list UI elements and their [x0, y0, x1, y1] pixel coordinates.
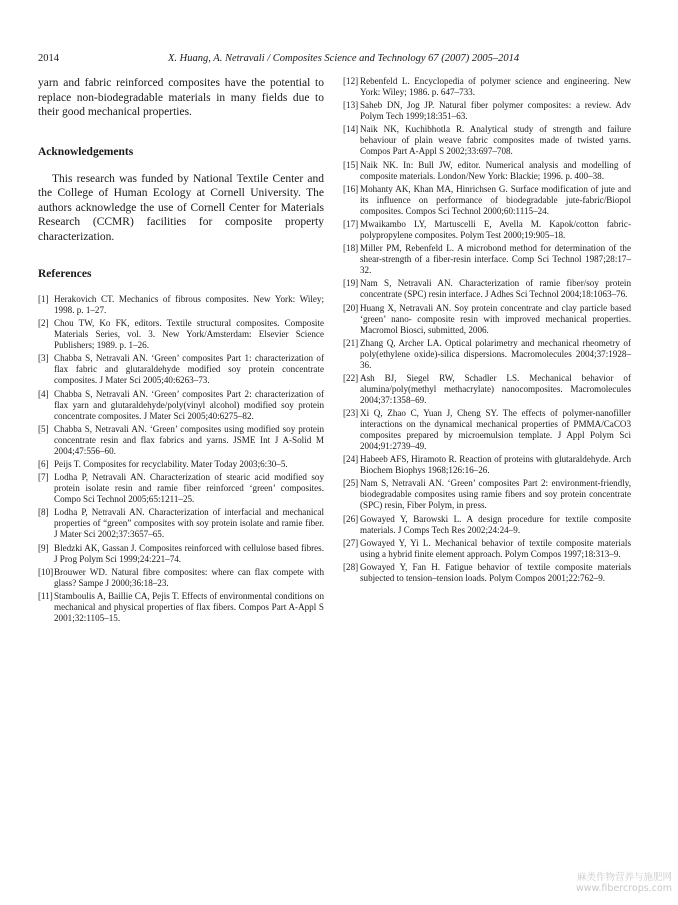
reference-item: [343, 303, 631, 336]
reference-text: Saheb DN, Jog JP. Natural fiber polymer composites: a review. Adv Polym Tech 1999;18:351–63.: [360, 100, 631, 122]
reference-number: [16]: [343, 183, 359, 194]
reference-text: Lodha P, Netravali AN. Characterization of interfacial and mechanical properties of “green” composites with soy protein isolate and ramie fiber. J Mater Sci 2002;37:3657–65.: [54, 507, 324, 540]
reference-number: [7]: [38, 472, 49, 483]
reference-number: [15]: [343, 159, 359, 170]
reference-item: [343, 219, 631, 241]
reference-number: [5]: [38, 423, 49, 434]
reference-number: [24]: [343, 454, 359, 465]
reference-item: [343, 278, 631, 300]
reference-text: Huang X, Netravali AN. Soy protein concentrate and clay particle based ‘green’ nano- composite resin with improved mechanical properties. Macromol Biosci, submitted, 2006.: [360, 302, 631, 335]
reference-item: [343, 243, 631, 276]
reference-number: [23]: [343, 408, 359, 419]
watermark-line-2: www.fibercrops.com: [575, 883, 672, 894]
page-number: 2014: [38, 53, 59, 64]
reference-number: [14]: [343, 124, 359, 135]
reference-item: [38, 389, 324, 422]
reference-number: [10]: [38, 566, 54, 577]
reference-item: [343, 562, 631, 584]
reference-text: Ash BJ, Siegel RW, Schadler LS. Mechanical behavior of alumina/poly(methyl methacrylate) nanocomposites. Macromolecules 2004;37:1358–69.: [360, 372, 631, 405]
acknowledgements-paragraph: This research was funded by National Textile Center and the College of Human Ecology at Cornell University. The authors acknowledge the use of Cornell Center for Materials Research (CCMR) facilities for composite property characterization.: [38, 172, 324, 243]
reference-text: Peijs T. Composites for recyclability. Mater Today 2003;6:30–5.: [54, 458, 288, 469]
reference-item: [343, 338, 631, 371]
reference-item: [38, 459, 324, 470]
running-head: X. Huang, A. Netravali / Composites Science and Technology 67 (2007) 2005–2014: [168, 53, 520, 64]
page-header: [38, 52, 630, 66]
reference-text: Nam S, Netravali AN. ‘Green’ composites Part 2: environment-friendly, biodegradable composites using ramie fibers and soy protein concentrate (SPC) resin, Fiber Polym, in press.: [360, 478, 631, 511]
reference-text: Chabba S, Netravali AN. ‘Green’ composites using modified soy protein concentrate resin and flax fabrics and yarns. JSME Int J A-Solid M 2004;47:556–60.: [54, 423, 324, 456]
reference-item: [38, 591, 324, 624]
references-heading: References: [38, 268, 92, 280]
reference-number: [8]: [38, 507, 49, 518]
reference-item: [38, 567, 324, 589]
reference-item: [343, 184, 631, 217]
reference-text: Chabba S, Netravali AN. ‘Green’ composites Part 1: characterization of flax fabric and glutaraldehyde modified soy protein concentrate composites. J Mater Sci 2005;40:6263–73.: [54, 353, 324, 386]
reference-number: [26]: [343, 513, 359, 524]
reference-item: [343, 538, 631, 560]
reference-text: Gowayed Y, Fan H. Fatigue behavior of textile composite materials subjected to tension–tension loads. Polym Compos 2001;22:762–9.: [360, 562, 631, 583]
reference-text: Chabba S, Netravali AN. ‘Green’ composites Part 2: characterization of flax yarn and glutaraldehyde/poly(vinyl alcohol) modified soy protein concentrate composites. J Mater Sci 2005;40:6275–82.: [54, 388, 324, 421]
reference-number: [22]: [343, 372, 359, 383]
reference-text: Mohanty AK, Khan MA, Hinrichsen G. Surface modification of jute and its influence on performance of biodegradable jute-fabric/Biopol composites. Compos Sci Technol 2000;60:1115–24.: [360, 183, 631, 216]
reference-number: [12]: [343, 76, 359, 86]
reference-text: Lodha P, Netravali AN. Characterization of stearic acid modified soy protein isolate resin and ramie fiber reinforced ‘green’ composites. Compo Sci Technol 2005;65:1211–25.: [54, 472, 324, 505]
reference-text: Gowayed Y, Yi L. Mechanical behavior of textile composite materials using a hybrid finite element approach. Polym Compos 1997;18:313–9.: [360, 537, 631, 559]
reference-item: [343, 100, 631, 122]
reference-number: [20]: [343, 302, 359, 313]
reference-item: [38, 294, 324, 316]
reference-text: Zhang Q, Archer LA. Optical polarimetry and mechanical rheometry of poly(ethylene oxide)-silica dispersions. Macromolecules 2004;37:1928–36.: [360, 337, 631, 370]
reference-text: Naik NK, Kuchibhotla R. Analytical study of strength and failure behaviour of plain weave fabric composites made of twisted yarns. Compos Part A-Appl S 2002;33:697–708.: [360, 124, 631, 157]
reference-item: [343, 408, 631, 452]
reference-text: Bledzki AK, Gassan J. Composites reinforced with cellulose based fibres. J Prog Polym Sci 1999;24:221–74.: [54, 542, 324, 564]
reference-text: Herakovich CT. Mechanics of fibrous composites. New York: Wiley; 1998. p. 1–27.: [54, 294, 324, 315]
reference-list-right: [343, 76, 631, 584]
reference-number: [18]: [343, 243, 359, 254]
reference-item: [343, 160, 631, 182]
intro-paragraph: yarn and fabric reinforced composites have the potential to replace non-biodegradable materials in many fields due to their good mechanical properties.: [38, 77, 324, 118]
reference-text: Habeeb AFS, Hiramoto R. Reaction of proteins with glutaraldehyde. Arch Biochem Biophys 1968;126:16–26.: [360, 454, 631, 476]
left-column: [38, 76, 324, 626]
reference-number: [1]: [38, 294, 49, 304]
reference-item: [38, 543, 324, 565]
reference-item: [38, 318, 324, 351]
watermark-line-1: 麻类作物营养与施肥网: [576, 872, 672, 883]
reference-text: Miller PM, Rebenfeld L. A microbond method for determination of the shear-strength of a fiber-resin interface. Comp Sci Technol 1987;28:17–32.: [360, 243, 631, 276]
reference-number: [6]: [38, 458, 49, 469]
reference-number: [4]: [38, 388, 49, 399]
reference-number: [13]: [343, 100, 359, 111]
reference-item: [38, 424, 324, 457]
reference-number: [21]: [343, 337, 359, 348]
reference-item: [343, 76, 631, 98]
reference-item: [343, 454, 631, 476]
reference-text: Brouwer WD. Natural fibre composites: where can flax compete with glass? Sampe J 2000;36:18–23.: [54, 566, 324, 588]
watermark: [542, 872, 672, 894]
reference-text: Mwaikambo LY, Martuscelli E, Avella M. Kapok/cotton fabric-polypropylene composites. Polym Test 2000;19:905–18.: [360, 218, 631, 240]
reference-text: Stamboulis A, Baillie CA, Pejis T. Effects of environmental conditions on mechanical and physical properties of flax fibers. Compos Part A-Appl S 2001;32:1105–15.: [54, 590, 324, 623]
reference-number: [28]: [343, 562, 359, 572]
reference-number: [2]: [38, 318, 49, 329]
reference-text: Chou TW, Ko FK, editors. Textile structural composites. Composite Materials Series, vol. 3. New York/Amsterdam: Elsevier Science Publishers; 1989. p. 1–26.: [54, 318, 324, 351]
reference-text: Rebenfeld L. Encyclopedia of polymer science and engineering. New York: Wiley; 1986. p. 647–733.: [360, 76, 631, 97]
reference-number: [19]: [343, 278, 359, 289]
reference-number: [3]: [38, 353, 49, 364]
reference-number: [27]: [343, 537, 359, 548]
reference-item: [343, 373, 631, 406]
acknowledgements-heading: Acknowledgements: [38, 145, 134, 158]
reference-text: Nam S, Netravali AN. Characterization of ramie fiber/soy protein concentrate (SPC) resin interface. J Adhes Sci Technol 2004;18:1063–76.: [360, 278, 631, 300]
reference-item: [343, 514, 631, 536]
reference-item: [343, 124, 631, 157]
reference-item: [38, 507, 324, 540]
reference-number: [25]: [343, 478, 359, 489]
reference-text: Xi Q, Zhao C, Yuan J, Cheng SY. The effects of polymer-nanofiller interactions on the dynamical mechanical properties of PMMA/CaCO3 composites prepared by microemulsion template. J Appl Polym Sci 2004;91:2739–49.: [360, 408, 631, 452]
right-column: [343, 76, 631, 586]
reference-list-left: [38, 294, 324, 624]
reference-item: [38, 353, 324, 386]
reference-text: Naik NK. In: Bull JW, editor. Numerical analysis and modelling of composite materials. London/New York: Blackie; 1996. p. 400–38.: [360, 159, 631, 181]
reference-number: [11]: [38, 590, 53, 601]
reference-item: [343, 478, 631, 511]
reference-item: [38, 472, 324, 505]
reference-text: Gowayed Y, Barowski L. A design procedure for textile composite materials. J Comps Tech Res 2002;24:24–9.: [360, 513, 631, 535]
reference-number: [9]: [38, 542, 49, 553]
reference-number: [17]: [343, 218, 359, 229]
